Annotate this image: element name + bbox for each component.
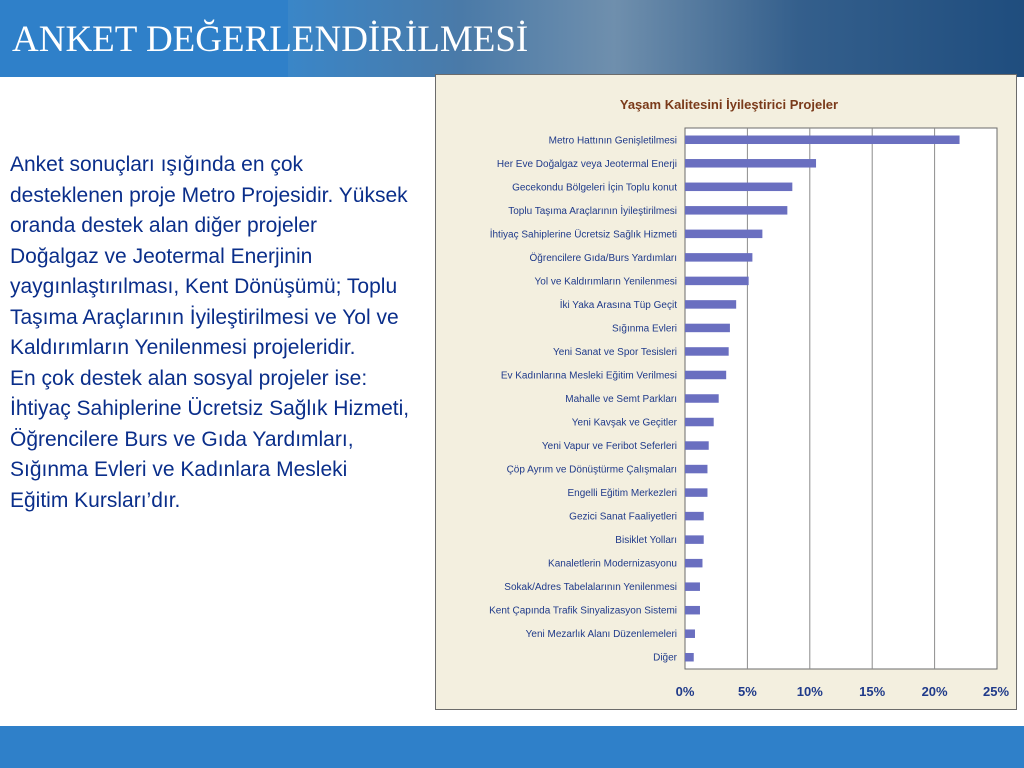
bar [685, 394, 719, 403]
category-label: Sığınma Evleri [611, 323, 677, 335]
category-label: İki Yaka Arasına Tüp Geçit [559, 299, 677, 311]
category-label: Yeni Mezarlık Alanı Düzenlemeleri [525, 629, 677, 641]
x-tick-label: 0% [675, 684, 695, 699]
bar [685, 465, 707, 474]
category-labels [489, 135, 678, 663]
bar [685, 136, 960, 145]
x-tick-label: 15% [859, 684, 886, 699]
category-label: Bisiklet Yolları [615, 535, 677, 547]
body-paragraph-1: Anket sonuçları ışığında en çok desteklenen proje Metro Projesidir. Yüksek oranda destek alan diğer projeler Doğalgaz ve Jeotermal Enerjinin yaygınlaştırılması, Kent Dönüşümü; Toplu Taşıma Araçlarının İyileştirilmesi ve Yol ve Kaldırımların Yenilenmesi projeleridir. [10, 153, 408, 359]
category-label: Kanaletlerin Modernizasyonu [548, 558, 677, 570]
x-tick-label: 20% [921, 684, 948, 699]
bar [685, 230, 762, 239]
bar [685, 488, 707, 497]
bar [685, 418, 714, 427]
category-label: Sokak/Adres Tabelalarının Yenilenmesi [504, 582, 677, 594]
category-label: Çöp Ayrım ve Dönüştürme Çalışmaları [506, 464, 677, 476]
category-label: Yol ve Kaldırımların Yenilenmesi [534, 276, 677, 288]
bar [685, 512, 704, 521]
category-label: Yeni Vapur ve Feribot Seferleri [541, 441, 677, 453]
category-label: Öğrencilere Gıda/Burs Yardımları [529, 252, 677, 264]
category-label: Engelli Eğitim Merkezleri [567, 488, 677, 500]
chart-frame [435, 74, 1017, 710]
bar [685, 582, 700, 591]
chart-title: Yaşam Kalitesini İyileştirici Projeler [619, 97, 839, 112]
category-label: Kent Çapında Trafik Sinyalizasyon Sistemi [489, 605, 677, 617]
bar [685, 253, 752, 262]
footer-band [0, 726, 1024, 768]
category-label: Gecekondu Bölgeleri İçin Toplu konut [512, 182, 677, 194]
bar [685, 324, 730, 333]
bar [685, 606, 700, 615]
bar [685, 206, 787, 215]
bar [685, 653, 694, 662]
category-label: Toplu Taşıma Araçlarının İyileştirilmesi [508, 205, 677, 217]
x-tick-label: 25% [982, 684, 1010, 699]
bar [685, 371, 726, 380]
category-label: Yeni Kavşak ve Geçitler [571, 417, 677, 429]
bar [685, 300, 736, 309]
category-label: Her Eve Doğalgaz veya Jeotermal Enerji [496, 158, 677, 170]
category-label: Ev Kadınlarına Mesleki Eğitim Verilmesi [500, 370, 677, 382]
bar [685, 559, 702, 568]
category-label: Metro Hattının Genişletilmesi [548, 135, 677, 147]
body-text [10, 150, 410, 516]
bar [685, 183, 792, 192]
bar [685, 277, 749, 286]
bar [685, 159, 816, 168]
x-tick-label: 5% [738, 684, 757, 699]
bar-chart [436, 75, 1016, 709]
category-label: Gezici Sanat Faaliyetleri [569, 511, 677, 523]
category-label: Yeni Sanat ve Spor Tesisleri [553, 346, 677, 358]
page-title: ANKET DEĞERLENDİRİLMESİ [12, 19, 529, 60]
category-label: Mahalle ve Semt Parkları [565, 394, 677, 405]
category-label: İhtiyaç Sahiplerine Ücretsiz Sağlık Hizmeti [489, 229, 677, 241]
bar [685, 441, 709, 450]
x-tick-labels [676, 684, 1010, 699]
category-label: Diğer [653, 652, 677, 664]
body-paragraph-2: En çok destek alan sosyal projeler ise: İhtiyaç Sahiplerine Ücretsiz Sağlık Hizmeti, Öğrencilere Burs ve Gıda Yardımları, Sığınma Evleri ve Kadınlara Mesleki Eğitim Kursları’dır. [10, 366, 410, 512]
bar [685, 629, 695, 638]
bar [685, 347, 729, 356]
x-tick-label: 10% [796, 684, 823, 699]
bar [685, 535, 704, 544]
